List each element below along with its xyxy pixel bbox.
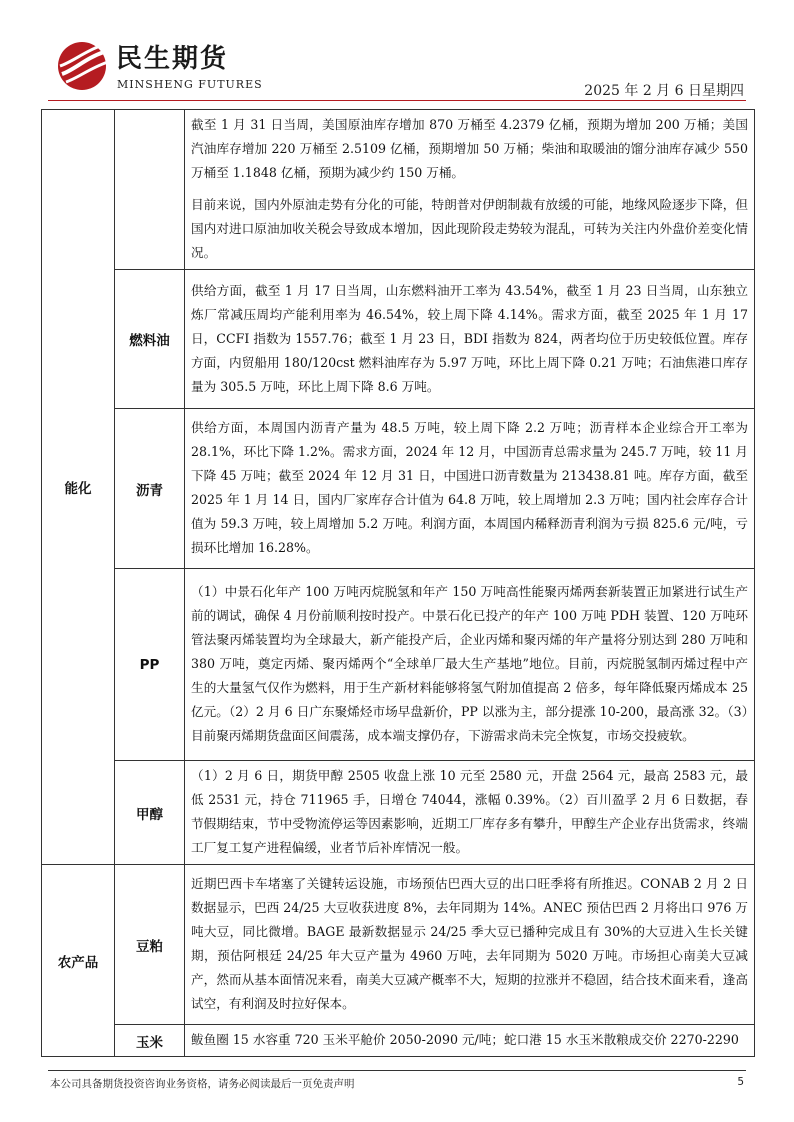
commodity-table [41,109,755,1057]
paragraph: 鲅鱼圈 15 水容重 720 玉米平舱价 2050-2090 元/吨；蛇口港 15 水玉米散粮成交价 2270-2290 [191,1032,739,1047]
paragraph: 截至 1 月 31 日当周，美国原油库存增加 870 万桶至 4.2379 亿桶，预期为增加 200 万桶；美国汽油库存增加 220 万桶至 2.5109 亿桶，预期增加 50 万桶；柴油和取暖油的馏分油库存减少 550 万桶至 1.1848 亿桶，预期为减少约 150 万桶。 [191,117,748,180]
footer-divider [48,1070,746,1071]
category-cell: 农产品 [42,865,115,1057]
subcategory-cell: 燃料油 [115,270,185,409]
paragraph: （1）2 月 6 日，期货甲醇 2505 收盘上涨 10 元至 2580 元，开盘 2564 元，最高 2583 元，最低 2531 元，持仓 711965 手，日增仓 74044，涨幅 0.39%。（2）百川盈孚 2 月 6 日数据，春节假期结束，节中受物流停运等因素影响，近期工厂库存多有攀升，甲醇生产企业存出货需求，终端工厂复工复产进程偏缓，业者节后补库情况一般。 [191,768,748,855]
footer-disclaimer: 本公司具备期货投资咨询业务资格，请务必阅读最后一页免责声明 [50,1078,355,1090]
report-date: 2025 年 2 月 6 日星期四 [584,83,744,99]
brand-name-en: MINSHENG FUTURES [117,78,263,91]
content-cell [185,110,755,270]
paragraph: 目前来说，国内外原油走势有分化的可能，特朗普对伊朗制裁有放缓的可能，地缘风险逐步下降，但国内对进口原油加收关税会导致成本增加，因此现阶段走势较为混乱，可转为关注内外盘价差变化情况。 [191,197,748,260]
table-row [42,270,755,409]
subcategory-cell: 玉米 [115,1025,185,1057]
paragraph: （1）中景石化年产 100 万吨丙烷脱氢和年产 150 万吨高性能聚丙烯两套新装置正加紧进行试生产前的调试，确保 4 月份前顺利按时投产。中景石化已投产的年产 100 万吨 PDH 装置、120 万吨环管法聚丙烯装置均为全球最大，新产能投产后，企业丙烯和聚丙烯的年产量将分别达到 280 万吨和 380 万吨，奠定丙烯、聚丙烯两个“全球单厂最大生产基地”地位。目前，丙烷脱氢制丙烯过程中产生的大量氢气仅作为燃料，用于生产新材料能够将氢气附加值提高 2 倍多，每年降低聚丙烯成本 25 亿元。（2）2 月 6 日广东聚烯烃市场早盘新价，PP 以涨为主，部分提涨 10-200，最高涨 32。（3）目前聚丙烯期货盘面区间震荡，成本端支撑仍存，下游需求尚未完全恢复，市场交投疲软。 [191,584,748,743]
content-cell [185,1025,755,1057]
brand-name-cn: 民生期货 [116,44,229,74]
content-cell [185,270,755,409]
subcategory-cell: PP [115,569,185,761]
paragraph: 近期巴西卡车堵塞了关键转运设施，市场预估巴西大豆的出口旺季将有所推迟。CONAB 2 月 2 日数据显示，巴西 24/25 大豆收获进度 8%，去年同期为 14%。ANEC 预估巴西 2 月将出口 976 万吨大豆，同比微增。BAGE 最新数据显示 24/25 季大豆已播种完成且有 30%的大豆进入生长关键期，预估阿根廷 24/25 年大豆产量为 4960 万吨，去年同期为 5020 万吨。市场担心南美大豆减产，然而从基本面情况来看，南美大豆减产概率不大，短期的拉涨并不稳固，结合技术面来看，逢高试空，有利润及时拉好保本。 [191,876,748,1011]
subcategory-cell: 沥青 [115,409,185,569]
category-cell: 能化 [42,110,115,865]
paragraph: 供给方面，本周国内沥青产量为 48.5 万吨，较上周下降 2.2 万吨；沥青样本企业综合开工率为 28.1%，环比下降 1.2%。需求方面，2024 年 12 月，中国沥青总需求量为 245.7 万吨，较 11 月下降 45 万吨；截至 2024 年 12 月 31 日，中国进口沥青数量为 213438.81 吨。库存方面，截至 2025 年 1 月 14 日，国内厂家库存合计值为 64.8 万吨，较上周增加 2.3 万吨；国内社会库存合计值为 59.3 万吨，较上周增加 5.2 万吨。利润方面，本周国内稀释沥青利润为亏损 825.6 元/吨，亏损环比增加 16.28%。 [191,420,748,555]
paragraph: 供给方面，截至 1 月 17 日当周，山东燃料油开工率为 43.54%，截至 1 月 23 日当周，山东独立炼厂常减压周均产能利用率为 46.54%，较上周下降 4.14%。需求方面，截至 2025 年 1 月 17 日，CCFI 指数为 1557.76；截至 1 月 23 日，BDI 指数为 824，两者均位于历史较低位置。库存方面，内贸船用 180/120cst 燃料油库存为 5.97 万吨，环比上周下降 0.21 万吨；石油焦港口库存量为 305.5 万吨，环比上周下降 8.6 万吨。 [191,282,748,394]
content-cell [185,761,755,865]
minsheng-logo-icon [52,40,112,92]
page-number: 5 [737,1076,744,1088]
content-cell [185,865,755,1025]
subcategory-cell [115,110,185,270]
subcategory-cell: 豆粕 [115,865,185,1025]
table-row [42,865,755,1025]
page-header [0,0,794,102]
table-row [42,761,755,865]
content-cell [185,569,755,761]
subcategory-cell: 甲醇 [115,761,185,865]
header-divider [48,100,746,101]
table-row [42,569,755,761]
table-row [42,1025,755,1057]
table-row [42,409,755,569]
table-row [42,110,755,270]
content-cell [185,409,755,569]
